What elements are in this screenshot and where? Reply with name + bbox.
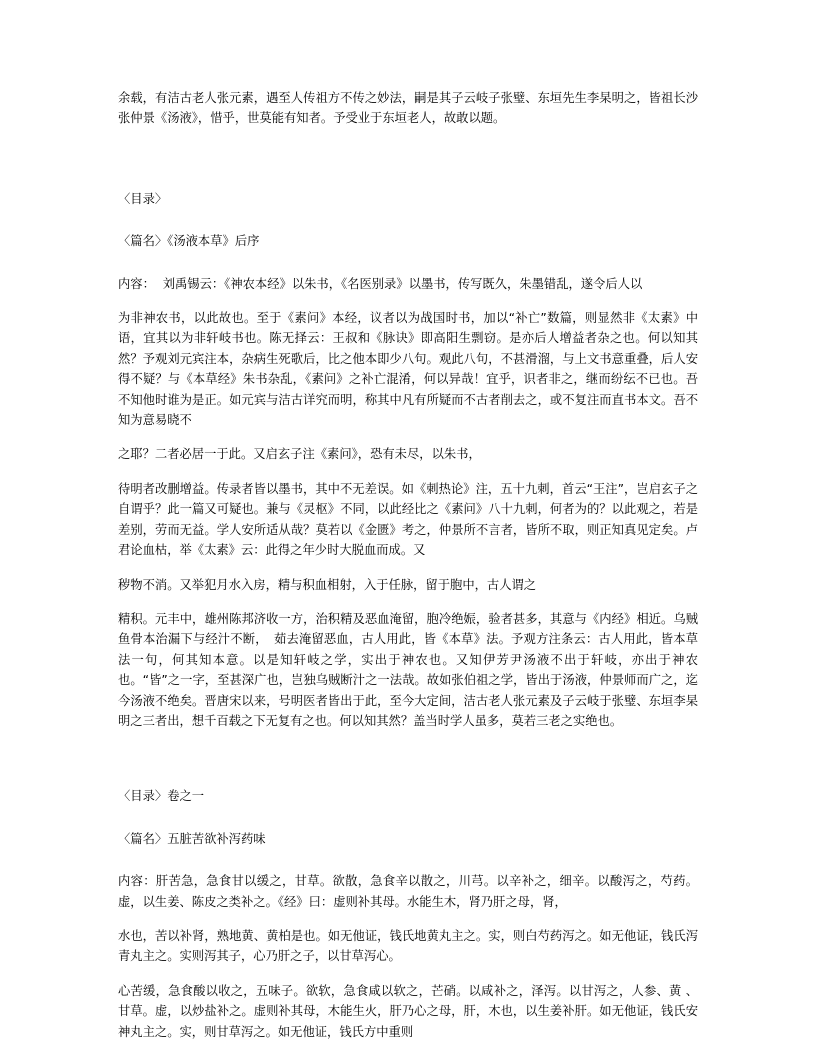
spacer-after-postface: [118, 731, 698, 786]
spacer-after-preface: [118, 129, 698, 189]
spacer-body-4: [118, 561, 698, 575]
paragraph-postface-body-2: 为非神农书，以此故也。至于《素问》本经，议者以为战国时书，加以“补亡”数篇，则显然非《太素》中语，宜其以为非轩岐书也。陈无择云：王叔和《脉诀》即高阳生剽窃。是亦后人增益者杂之也。何以知其然？予观刘元宾注本，杂病生死歌后，比之他本即少八句。观此八句，不甚滑溜，与上文书意重叠，后人安得不疑？与《本草经》朱书杂乱，《素问》之补亡混淆，何以异哉！宜乎，识者非之，继而纷纭不已也。吾不知他时谁为是正。如元宾与洁古详究而明，称其中凡有所疑而不古者削去之，或不复注而直书本文。吾不知为意易晓不: [118, 311, 698, 428]
spacer-catalog-1: [118, 209, 698, 231]
section-title-wuzang: 〈篇名〉五脏苦欲补泻药味: [118, 831, 266, 846]
spacer-catalog-2: [118, 807, 698, 829]
paragraph-preface-end: 余载，有洁古老人张元素，遇至人传祖方不传之妙法，嗣是其子云岐子张璧、东垣先生李杲明之，皆祖长沙张仲景《汤液》，惜乎，世莫能有知者。予受业于东垣老人，故敢以题。: [118, 91, 698, 126]
paragraph-liver: 内容：肝苦急，急食甘以缓之，甘草。欲散，急食辛以散之，川芎。以辛补之，细辛。以酸泻之，芍药。虚，以生姜、陈皮之类补之。《经》曰：虚则补其母。水能生木，肾乃肝之母，肾，: [118, 874, 698, 909]
paragraph-postface-body: 内容： 刘禹锡云：《神农本经》以朱书，《名医别录》以墨书，传写既久，朱墨错乱，遂令后人以: [118, 276, 643, 291]
catalog-marker-2: 〈目录〉卷之一: [118, 789, 205, 804]
paragraph-postface-body-3: 之耶？二者必居一于此。又启玄子注《素问》，恐有未尽，以朱书，: [118, 447, 481, 462]
paragraph-liver-2: 水也，苦以补肾，熟地黄、黄柏是也。如无他证，钱氏地黄丸主之。实，则白芍药泻之。如无他证，钱氏泻青丸主之。实则泻其子，心乃肝之子，以甘草泻心。: [118, 928, 698, 964]
paragraph-postface-body-6: 精积。元丰中，雄州陈邦济收一方，治积精及恶血淹留，胞冷绝娠，验者甚多，其意与《内经》相近。乌贼鱼骨本治漏下与经汁不断， 茹去淹留恶血，古人用此，皆《本草》法。予观方注条云：古人用此，皆本草法一句，何其知本意。以是知轩岐之学，实出于神农也。又知伊芳尹汤液不出于轩岐，亦出于神农也。“皆”之一字，至甚深广也，岂独乌贼断汁之一法哉。故如张伯祖之学，皆出于汤液，仲景师而广之，迄今汤液不绝矣。晋唐宋以来，号明医者皆出于此，至今大定间，洁古老人张元素及子云岐于张璧、东垣李杲明之三者出，想千百载之下无复有之也。何以知其然？盖当时学人虽多，莫若三老之实绝也。: [118, 611, 698, 728]
spacer-body-1: [118, 294, 698, 308]
spacer-body-5: [118, 595, 698, 609]
document-body: [118, 88, 698, 1042]
paragraph-postface-body-5: 秽物不消。又举犯月水入房，精与积血相射，入于任脉，留于胞中，古人谓之: [118, 577, 537, 592]
paragraph-postface-body-4: 待明者改删增益。传录者皆以墨书，其中不无差误。如《刺热论》注，五十九刺，首云“王注”，岂启玄子之自谓乎？此一篇又可疑也。兼与《灵枢》不同，以此经比之《素问》八十九刺，何者为的？以此观之，若是差别，劳而无益。学人安所适从哉？莫若以《金匮》考之，仲景所不言者，皆所不取，则正知真见定矣。卢君论血枯，举《太素》云：此得之年少时大脱血而成。又: [118, 481, 698, 558]
spacer-body-3: [118, 465, 698, 479]
section-title-postface: 〈篇名〉《汤液本草》后序: [118, 234, 260, 249]
spacer-title-1: [118, 252, 698, 274]
spacer-body-6: [118, 912, 698, 926]
paragraph-heart: 心苦缓，急食酸以收之，五味子。欲软，急食咸以软之，芒硝。以咸补之，泽泻。以甘泻之，人参、黄 、甘草。虚，以炒盐补之。虚则补其母，木能生火，肝乃心之母，肝，木也，以生姜补肝。如无他证，钱氏安神丸主之。实，则甘草泻之。如无他证，钱氏方中重则: [118, 983, 698, 1039]
spacer-body-7: [118, 967, 698, 981]
spacer-title-2: [118, 849, 698, 871]
catalog-marker-1: 〈目录〉: [118, 191, 168, 206]
spacer-body-2: [118, 430, 698, 444]
